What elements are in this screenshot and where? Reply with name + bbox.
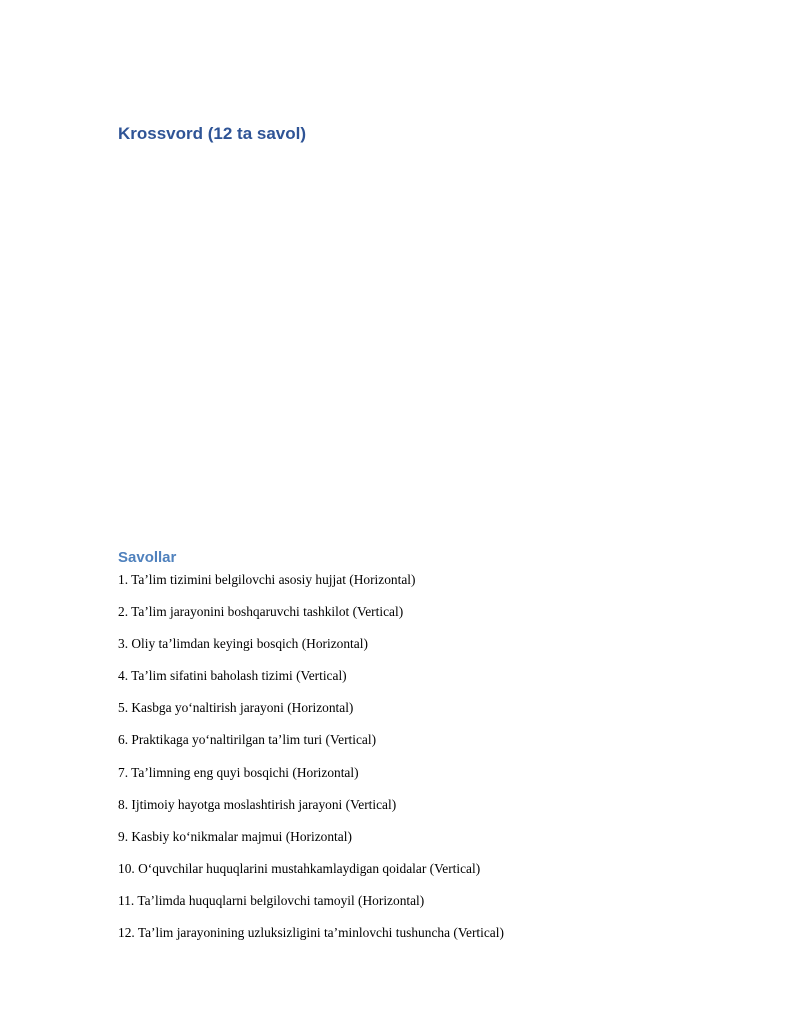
question-item: 8. Ijtimoiy hayotga moslashtirish jarayoni (Vertical) [118, 796, 397, 812]
questions-heading: Savollar [118, 549, 177, 566]
question-item: 5. Kasbga yo‘naltirish jarayoni (Horizontal) [118, 700, 354, 716]
document-title: Krossvord (12 ta savol) [118, 124, 307, 143]
question-item: 12. Ta’lim jarayonining uzluksizligini ta’minlovchi tushuncha (Vertical) [118, 925, 504, 941]
question-item: 7. Ta’limning eng quyi bosqichi (Horizontal) [118, 764, 359, 780]
question-item: 6. Praktikaga yo‘naltirilgan ta’lim turi (Vertical) [118, 732, 377, 748]
crossword-area [118, 160, 683, 540]
question-item: 1. Ta’lim tizimini belgilovchi asosiy hujjat (Horizontal) [118, 572, 416, 587]
questions-list [118, 570, 504, 955]
question-item: 4. Ta’lim sifatini baholash tizimi (Vertical) [118, 668, 347, 684]
question-item: 9. Kasbiy ko‘nikmalar majmui (Horizontal) [118, 828, 352, 844]
question-item: 11. Ta’limda huquqlarni belgilovchi tamoyil (Horizontal) [118, 892, 425, 908]
question-item: 10. O‘quvchilar huquqlarini mustahkamlaydigan qoidalar (Vertical) [118, 860, 481, 876]
question-item: 2. Ta’lim jarayonini boshqaruvchi tashkilot (Vertical) [118, 604, 404, 620]
question-item: 3. Oliy ta’limdan keyingi bosqich (Horizontal) [118, 636, 368, 652]
